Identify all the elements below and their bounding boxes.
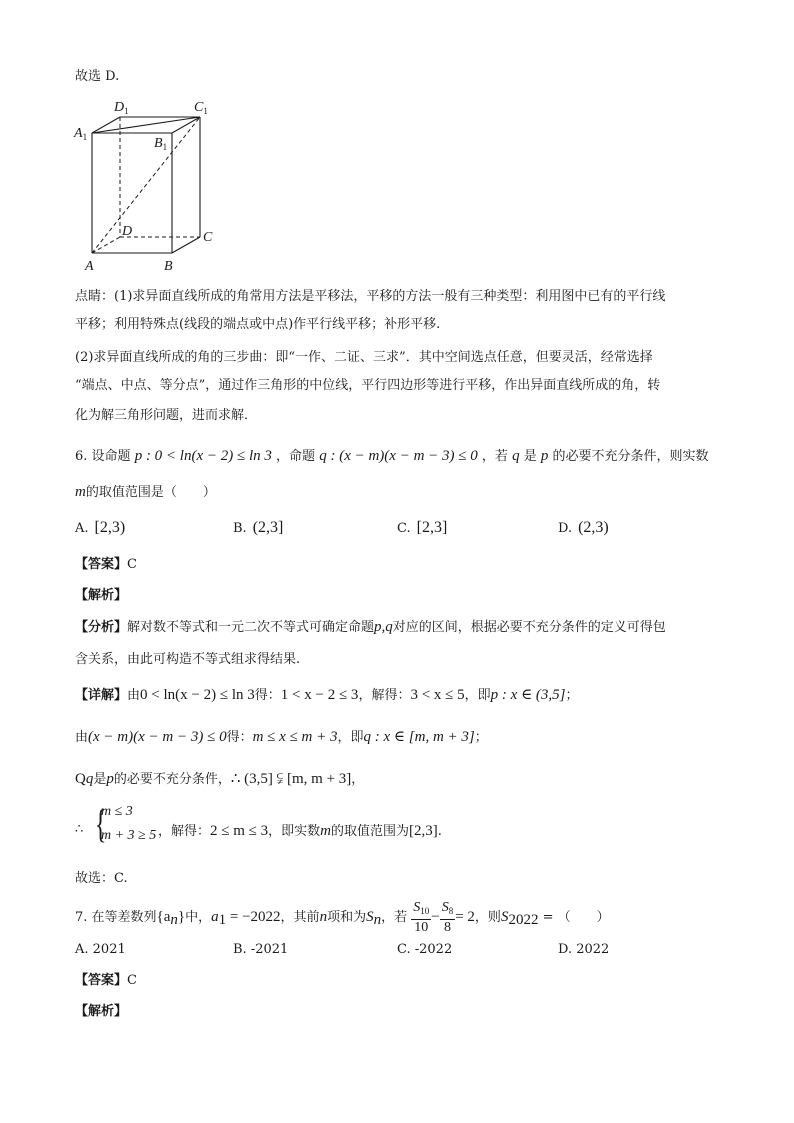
text-line: 点睛：(1)求异面直线所成的角常用方法是平移法，平移的方法一般有三种类型：利用图中已有的平行线 [75,289,666,304]
option-d[interactable]: D. (2,3) [558,519,609,536]
question-7-line-1: 7. 在等差数列$\{a_n\}$中，$a_1 = -2022$，其前n项和为$S_n$，若 $\frac{S_{10}}{10}$ − $\frac{S_8}{8}$ = 2，则$S_{2022}$ = （ ） [75,900,610,935]
brace-icon: { [94,801,107,846]
text-line: 故选 D. [75,69,120,84]
q7-option-c[interactable]: C. -2022 [397,942,453,957]
label-D: D [122,224,133,239]
label-A1: $A_1$ [74,126,88,142]
xiangjie-line-2: 由(x − m)(x − m − 3) ≤ 0得：m ≤ x ≤ m + 3，即q : x ∈ [m, m + 3]； [75,729,488,745]
q7-option-a[interactable]: A. 2021 [75,942,126,957]
fenxi-line-2: 含关系，由此可构造不等式组求得结果. [75,652,301,667]
fraction-s8: $\frac{S_8}{8}$ [441,900,454,935]
text-line: (2)求异面直线所成的角的三步曲：即“一作、二证、三求”．其中空间选点任意，但要灵活，经常选择 [75,350,653,365]
prism-figure [70,95,230,275]
analysis-7-heading: 【解析】 [75,1004,128,1019]
fraction-s10: $\frac{S_{10}}{10}$ [413,900,430,935]
xiangjie-line-4: ，解得：2 ≤ m ≤ 3，即实数m的取值范围为[2,3]. [158,823,442,839]
text-line: “端点、中点、等分点”，通过作三角形的中位线，平行四边形等进行平移，作出异面直线所成的角，转 [75,378,661,393]
answer-6: 【答案】C [75,557,137,572]
xiangjie-line-3: Qq是p的必要不充分条件，∴ (3,5] ⫋ [m, m + 3]， [75,771,365,787]
label-D1: $D_1$ [114,100,129,116]
therefore-symbol: ∴ [75,822,84,837]
guxuan-6: 故选：C. [75,871,128,886]
option-a[interactable]: A. [2,3) [75,519,126,536]
xiangjie-line-1: 【详解】由0 < ln(x − 2) ≤ ln 3得：1 < x − 2 ≤ 3，解得：3 < x ≤ 5，即p : x ∈ (3,5]； [75,687,579,703]
text-line: 平移；利用特殊点(线段的端点或中点)作平行线平移；补形平移. [75,317,441,332]
question-6-line-1: 6. 设命题 p : 0 < ln(x − 2) ≤ ln 3 ，命题 q : (x − m)(x − m − 3) ≤ 0 ，若 q 是 p 的必要不充分条件，则实数 [75,448,709,464]
label-B: B [164,259,173,274]
label-B1: $B_1$ [154,136,168,152]
analysis-6-heading: 【解析】 [75,588,128,603]
label-C: C [203,230,213,245]
label-A: A [85,259,94,274]
label-C1: $C_1$ [194,100,208,116]
question-6-line-2: m的取值范围是（ ） [75,484,216,500]
answer-7: 【答案】C [75,973,137,988]
option-b[interactable]: B. (2,3] [233,519,284,536]
text-line: 化为解三角形问题，进而求解． [75,408,258,423]
q7-option-b[interactable]: B. -2021 [233,942,289,957]
q7-option-d[interactable]: D. 2022 [558,942,610,957]
inequality-system: { m ≤ 3 m + 3 ≥ 5 [94,801,157,846]
option-c[interactable]: C. [2,3] [397,519,448,536]
fenxi-line-1: 【分析】解对数不等式和一元二次不等式可确定命题p,q对应的区间，根据必要不充分条件的定义可得包 [75,619,666,635]
